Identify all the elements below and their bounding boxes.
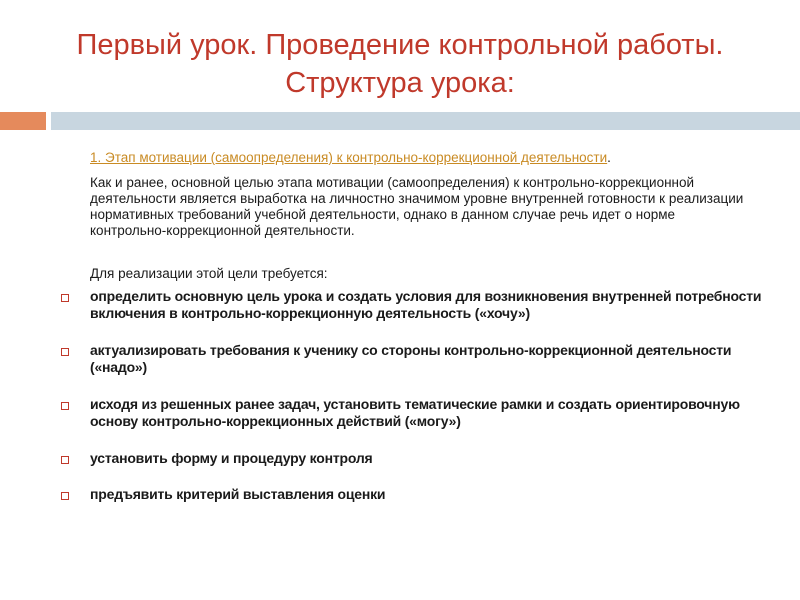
square-bullet-icon xyxy=(61,456,69,464)
divider-accent-segment xyxy=(0,112,46,130)
square-bullet-icon xyxy=(61,492,69,500)
stage-heading-suffix: . xyxy=(607,150,611,165)
intro-paragraph: Как и ранее, основной целью этапа мотивации (самоопределения) к контрольно-коррекционной деятельности является выработка на личностно значимом уровне внутренней готовности к реализации нормативных требований учебной деятельности, однако в данном случае речь идет о норме контрольно-коррекционной деятельности. xyxy=(90,175,744,238)
slide-title-line-1: Первый урок. Проведение контрольной работы. xyxy=(76,29,724,61)
divider-main-segment xyxy=(51,112,800,130)
title-divider xyxy=(0,112,800,130)
square-bullet-icon xyxy=(61,402,69,410)
list-item-text: предъявить критерий выставления оценки xyxy=(90,486,386,502)
stage-heading xyxy=(90,150,611,165)
requirements-lead: Для реализации этой цели требуется: xyxy=(90,266,328,281)
stage-heading-link[interactable]: 1. Этап мотивации (самоопределения) к контрольно-коррекционной деятельности xyxy=(90,150,608,165)
list-item-text: определить основную цель урока и создать условия для возникновения внутренней потребности включения в контрольно-коррекционную деятельность («хочу») xyxy=(90,288,762,321)
slide-title xyxy=(0,26,800,102)
list-item-text: исходя из решенных ранее задач, установить тематические рамки и создать ориентировочную основу контрольно-коррекционных действий («могу») xyxy=(90,396,740,429)
slide-title-line-2: Структура урока: xyxy=(285,67,515,99)
list-item-text: актуализировать требования к ученику со стороны контрольно-коррекционной деятельности («надо») xyxy=(90,342,732,375)
list-item-text: установить форму и процедуру контроля xyxy=(90,450,373,466)
square-bullet-icon xyxy=(61,348,69,356)
square-bullet-icon xyxy=(61,294,69,302)
